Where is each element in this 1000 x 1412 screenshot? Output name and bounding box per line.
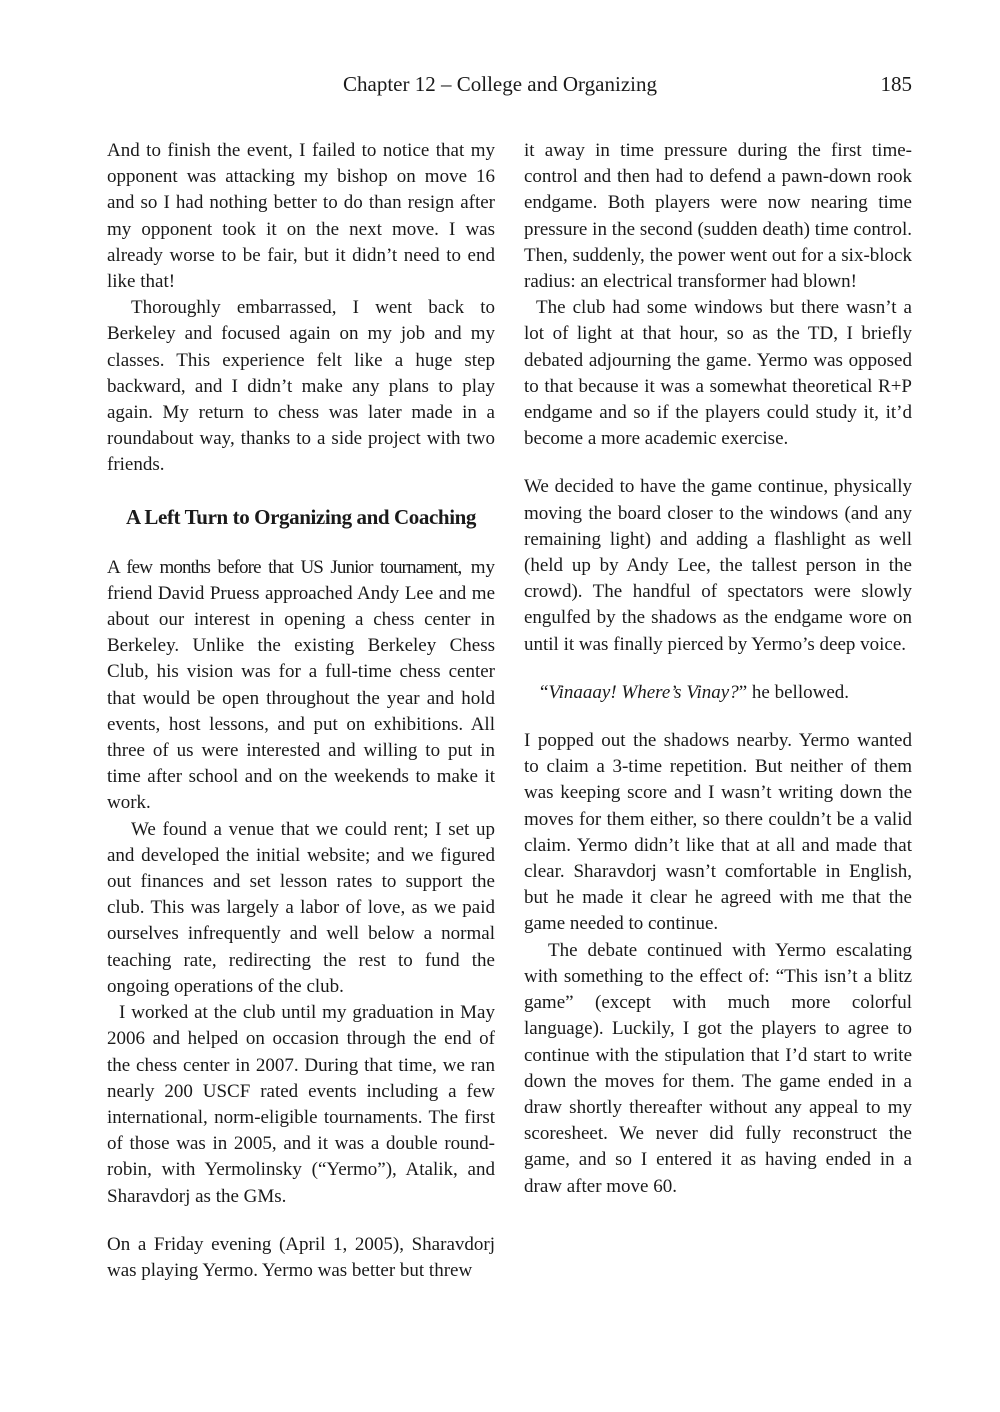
running-head <box>0 70 1000 100</box>
paragraph: Thoroughly embarrassed, I went back to Berkeley and focused again on my job and my classes. This experience felt like a huge step backward, and I didn’t make any plans to play again. My return to chess was later made in a roundabout way, thanks to a side project with two friends. <box>107 297 495 476</box>
paragraph: The debate continued with Yermo escalating with something to the effect of: “This isn’t a blitz game” (except with much more colorful language). Luckily, I got the players to agree to continue with the stipulation that I’d start to write down the moves for them. The game ended in a draw shortly thereafter without any appeal to my scoresheet. We never did fully reconstruct the game, and so I entered it as having ended in a draw after move 60. <box>524 939 912 1197</box>
quote-open: “ <box>540 681 549 703</box>
section-heading: A Left Turn to Organizing and Coaching <box>125 504 477 529</box>
tight-lead: A few months before that US Junior tournament, <box>107 556 462 578</box>
paragraph: We found a venue that we could rent; I set up and developed the initial website; and we figured out finances and set lesson rates to support the club. This was largely a labor of love, as we paid ourselves infrequently and well below a normal teaching rate, redirecting the rest to fund the ongoing operations of the club. <box>107 818 495 997</box>
paragraph <box>107 555 495 817</box>
paragraph-rest: my friend David Pruess approached Andy Lee and me about our interest in opening a chess center in Berkeley. Unlike the existing Berkeley Chess Club, his vision was for a full-time chess center that would be open throughout the year and hold events, host lessons, and put on exhibitions. All three of us were interested and willing to put in time after school and on the weekends to make it work. <box>107 556 495 814</box>
paragraph: On a Friday evening (April 1, 2005), Sharavdorj was playing Yermo. Yermo was better but threw <box>107 1233 495 1281</box>
running-title: Chapter 12 – College and Organizing <box>343 72 657 96</box>
quote-italic: Vinaaay! Where’s Vinay? <box>548 681 739 703</box>
paragraph: The club had some windows but there wasn’t a lot of light at that hour, so as the TD, I briefly debated adjourning the game. Yermo was opposed to that because it was a somewhat theoretical R+P endgame and so if the players could study it, it’d become a more academic exercise. <box>524 297 912 450</box>
right-column <box>524 138 912 1200</box>
paragraph: We decided to have the game continue, physically moving the board closer to the windows (and any remaining light) and adding a flashlight as well (held up by Andy Lee, the tallest person in the crowd). The handful of spectators were slowly engulfed by the shadows as the endgame wore on until it was finally pierced by Yermo’s deep voice. <box>524 476 912 655</box>
quote-close: ” he bellowed. <box>738 681 849 703</box>
quote-line <box>524 680 912 706</box>
paragraph: I worked at the club until my graduation in May 2006 and helped on occasion through the end of the chess center in 2007. During that time, we ran nearly 200 USCF rated events including a few international, norm-eligible tournaments. The first of those was in 2005, and it was a double round-robin, with Yermolinsky (“Yermo”), Atalik, and Sharavdorj as the GMs. <box>107 1002 495 1207</box>
page-number: 185 <box>880 72 912 96</box>
paragraph: I popped out the shadows nearby. Yermo wanted to claim a 3-time repetition. But neither of them was keeping score and I wasn’t writing down the moves for them either, so there couldn’t be a valid claim. Yermo didn’t like that at all and made that clear. Sharavdorj wasn’t comfortable in English, but he made it clear he agreed with me that the game needed to continue. <box>524 730 912 935</box>
paragraph: it away in time pressure during the first time-control and then had to defend a pawn-down rook endgame. Both players were now nearing time pressure in the second (sudden death) time control. Then, suddenly, the power went out for a six-block radius: an electrical transformer had blown! <box>524 140 912 293</box>
paragraph: And to finish the event, I failed to notice that my opponent was attacking my bishop on move 16 and so I had nothing better to do than resign after my opponent took it on the next move. I was already worse to be fair, but it didn’t need to end like that! <box>107 140 495 293</box>
left-column <box>107 138 495 1284</box>
